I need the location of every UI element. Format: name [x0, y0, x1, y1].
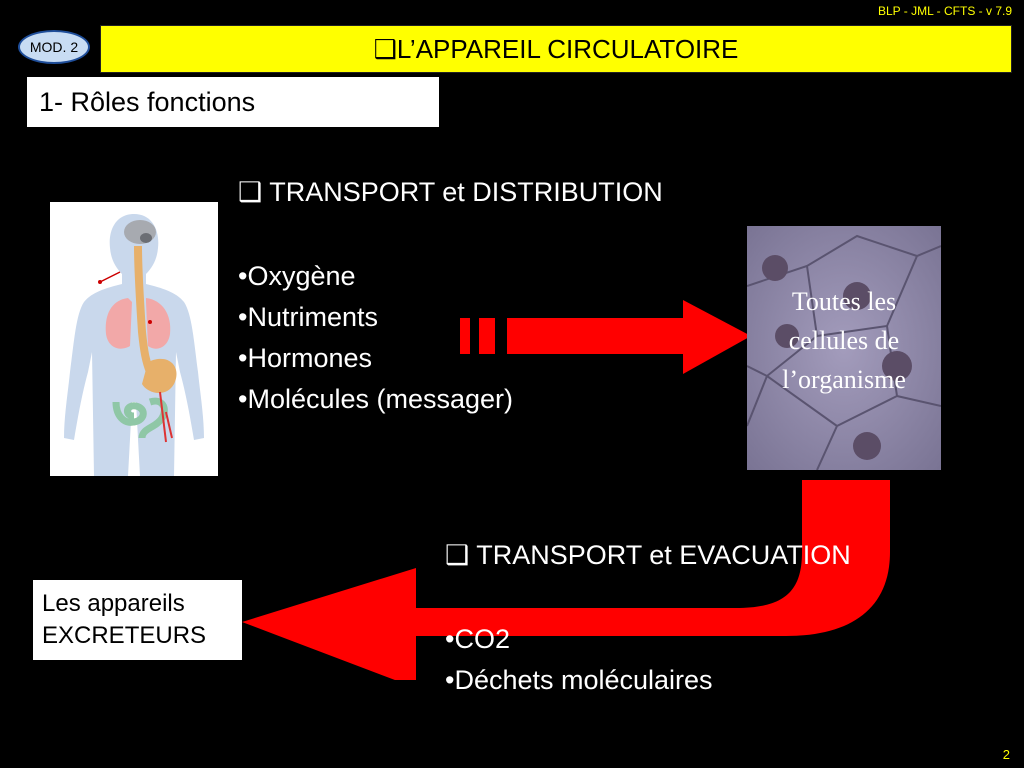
header-reference: BLP - JML - CFTS - v 7.9: [877, 4, 1012, 18]
list-item: •CO2: [445, 624, 510, 654]
title-bar: [100, 25, 1012, 73]
excreteurs-box: [33, 580, 242, 660]
checkbox-icon: ❑: [373, 33, 397, 64]
excreteurs-line: Les appareils: [42, 590, 185, 617]
page-number: 2: [1002, 747, 1010, 762]
list-item: •Hormones: [238, 343, 372, 373]
cells-label: [747, 282, 941, 399]
checkbox-icon: ❑: [238, 177, 263, 207]
transport-evacuation-title: TRANSPORT et EVACUATION: [476, 540, 851, 570]
transport-evacuation-list: [445, 619, 713, 701]
list-item: •Oxygène: [238, 261, 356, 291]
module-badge: MOD. 2: [18, 30, 90, 64]
transport-distribution-heading: [238, 177, 663, 208]
cells-label-line: Toutes les: [791, 287, 897, 316]
page-title: L’APPAREIL CIRCULATOIRE: [396, 33, 739, 64]
checkbox-icon: ❑: [445, 540, 470, 570]
section-title: 1- Rôles fonctions: [27, 77, 439, 127]
red-arrow-right: [455, 298, 755, 378]
transport-evacuation-heading: [445, 540, 851, 571]
cells-label-line: l’organisme: [782, 365, 906, 394]
cells-label-line: cellules de: [788, 326, 900, 355]
human-body-illustration: [50, 202, 218, 476]
transport-distribution-title: TRANSPORT et DISTRIBUTION: [269, 177, 663, 207]
list-item: •Déchets moléculaires: [445, 665, 713, 695]
list-item: •Molécules (messager): [238, 384, 514, 414]
list-item: •Nutriments: [238, 302, 378, 332]
excreteurs-line: EXCRETEURS: [42, 622, 207, 649]
